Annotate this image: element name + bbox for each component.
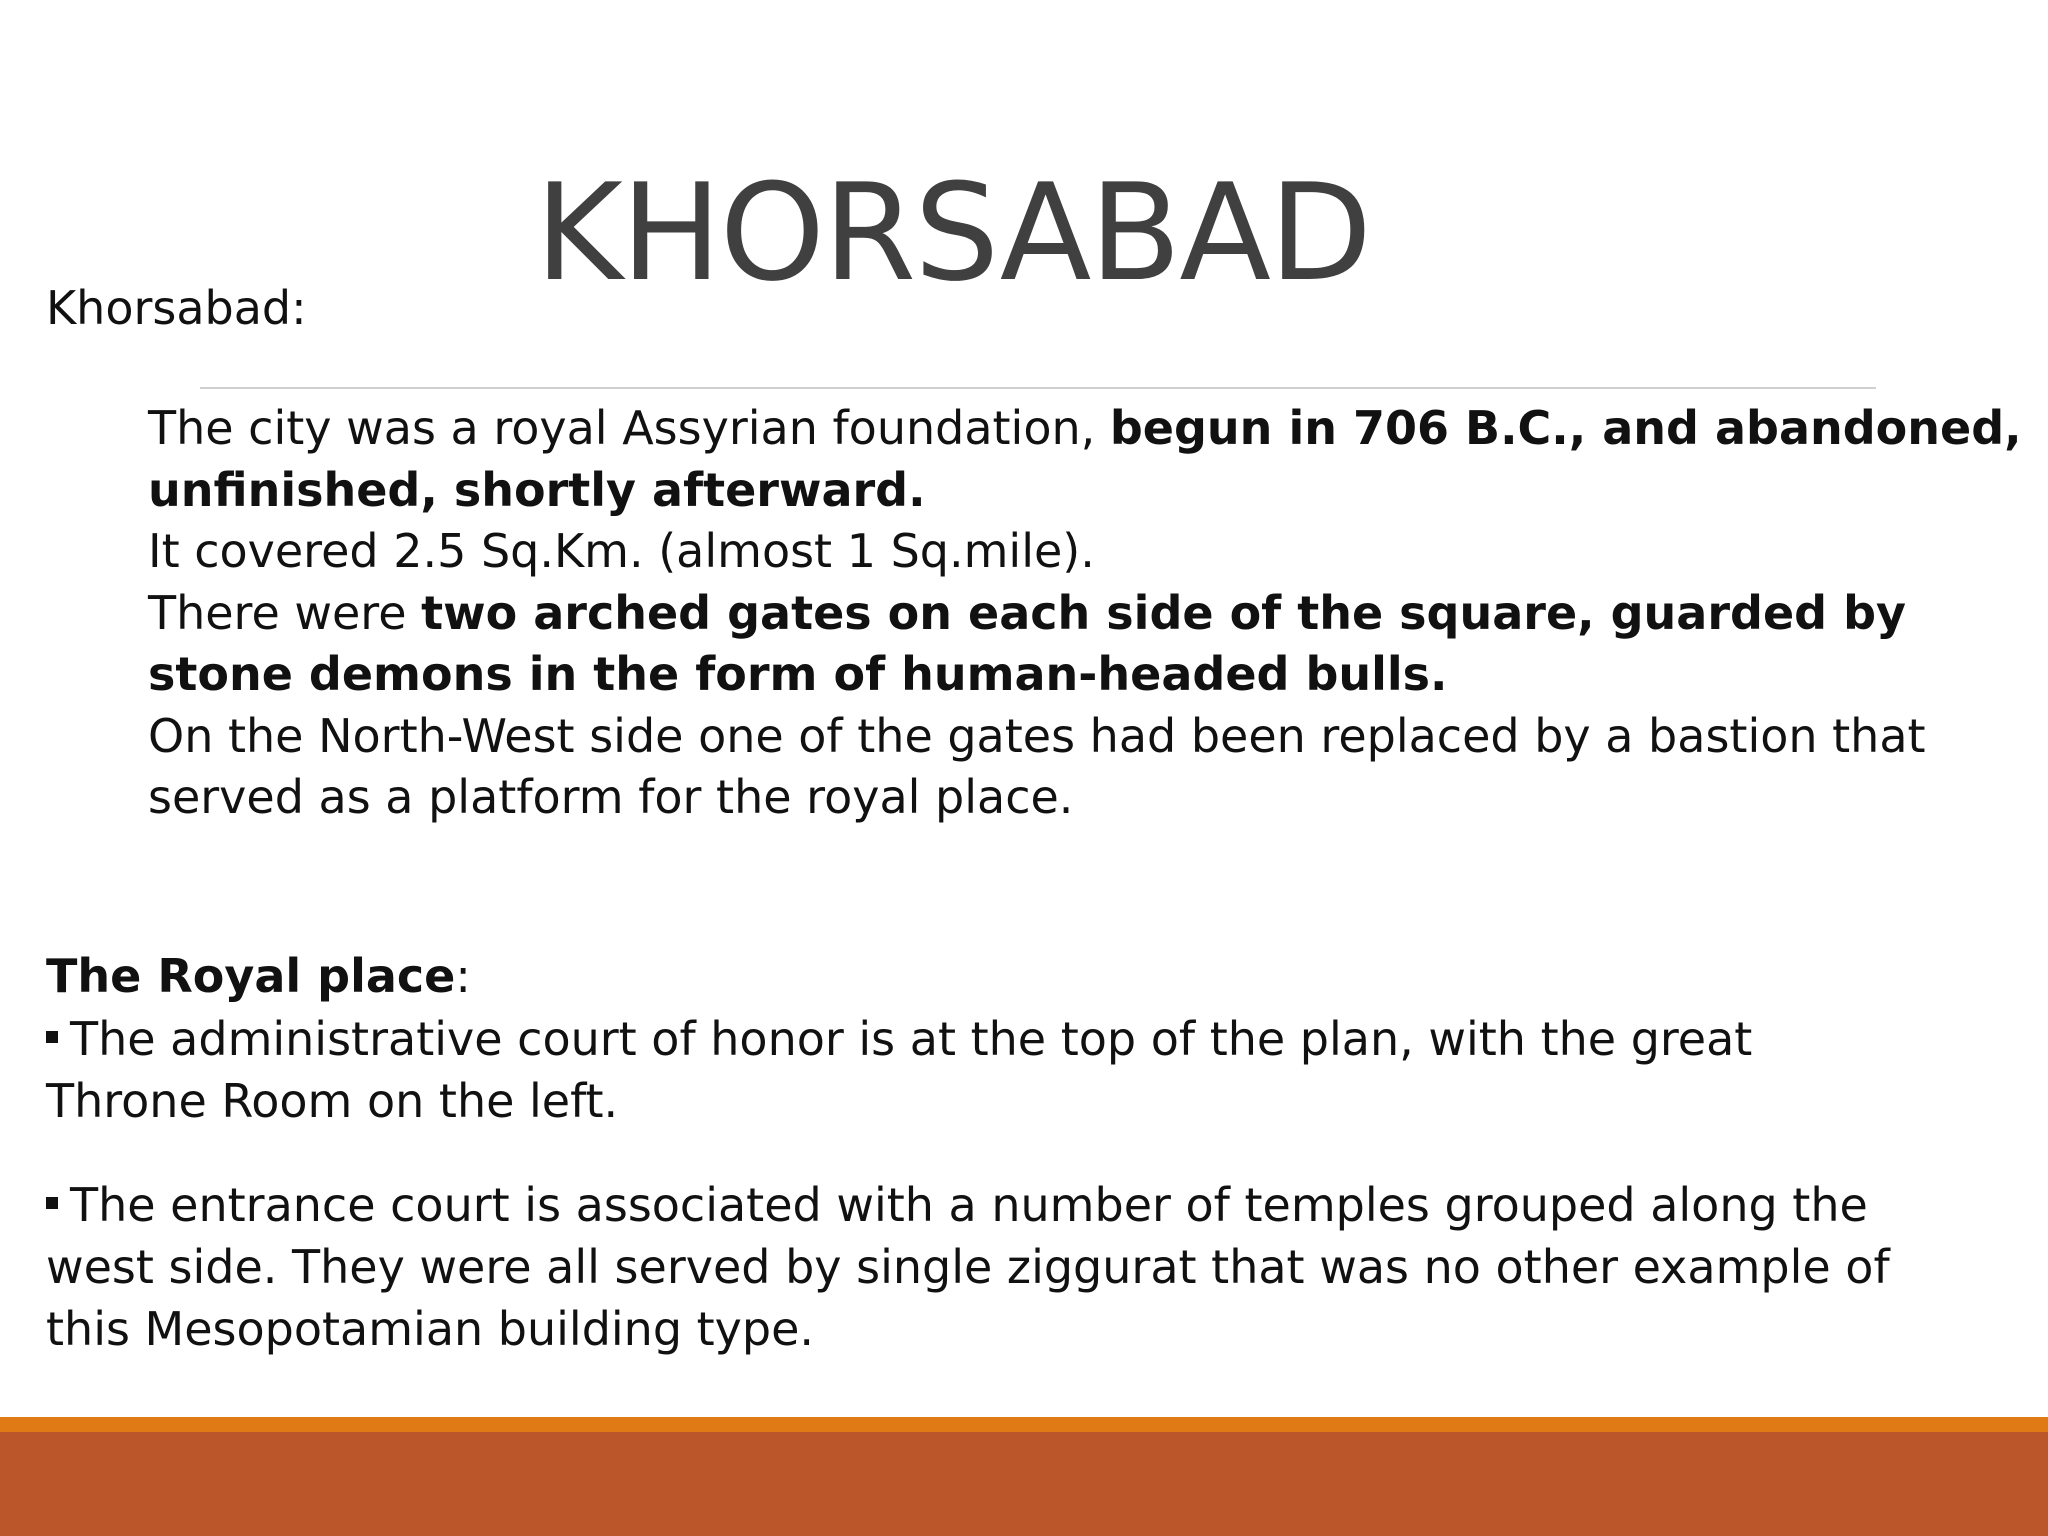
footer-band: [0, 1432, 2048, 1536]
title-divider: [200, 387, 1876, 389]
square-bullet-icon: [46, 1197, 58, 1209]
gates-text: There were: [148, 585, 422, 640]
bullet-text: The entrance court is associated with a number of temples grouped along the west side. They were all served by single ziggurat that was no other example of this Mesopotamian building type.: [46, 1178, 1890, 1356]
royal-place-heading-text: The Royal place: [46, 949, 456, 1003]
bullet-text: The administrative court of honor is at the top of the plan, with the great Throne Room on the left.: [46, 1012, 1753, 1128]
square-bullet-icon: [46, 1031, 58, 1043]
royal-place-bullet-list: [46, 1008, 1906, 1402]
intro-paragraph-bastion: On the North-West side one of the gates had been replaced by a bastion that served as a platform for the royal place.: [148, 708, 1926, 824]
footer-accent-stripe: [0, 1417, 2048, 1432]
foundation-emphasis: begun in 706 B.C., and abandoned, unfinished, shortly afterward.: [148, 401, 2022, 517]
intro-paragraph-gates: [148, 583, 2028, 706]
gates-emphasis: two arched gates on each side of the square, guarded by stone demons in the form of human-headed bulls.: [148, 585, 1907, 701]
royal-place-heading: [46, 946, 471, 1006]
royal-place-heading-colon: :: [455, 949, 471, 1003]
intro-text-block: [148, 398, 2028, 829]
foundation-text: The city was a royal Assyrian foundation,: [148, 401, 1110, 455]
section-label-khorsabad: Khorsabad:: [46, 281, 307, 335]
list-item: [46, 1174, 1906, 1360]
list-item: [46, 1008, 1906, 1132]
intro-paragraph-area: It covered 2.5 Sq.Km. (almost 1 Sq.mile).: [148, 524, 1095, 578]
intro-paragraph-foundation: [148, 398, 2028, 521]
slide-title: KHORSABAD: [535, 155, 1371, 311]
